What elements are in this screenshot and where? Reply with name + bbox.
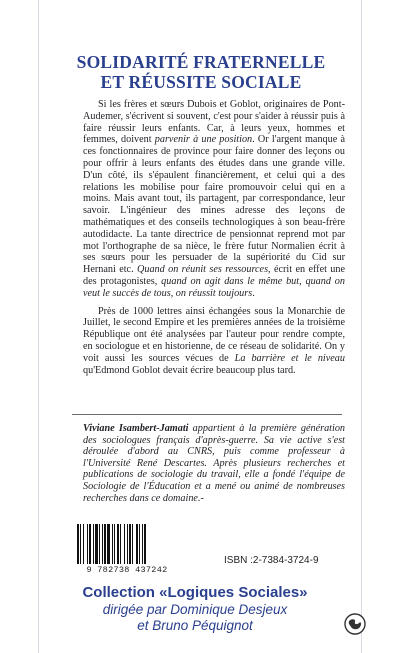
globe-logo-icon (343, 612, 367, 636)
collection-director-2: et Bruno Péquignot (137, 618, 253, 633)
summary-paragraph-2 (83, 306, 345, 377)
collection-info (60, 584, 330, 634)
barcode-icon (75, 524, 179, 564)
collection-director-1: dirigée par Dominique Desjeux (102, 602, 288, 617)
italic-run: Quand on réunit ses ressources (137, 264, 269, 276)
title-line-1: SOLIDARITÉ FRATERNELLE (76, 52, 326, 72)
italic-run: parvenir à une position (154, 134, 253, 146)
isbn: ISBN :2-7384-3724-9 (224, 555, 319, 566)
book-title (58, 52, 344, 92)
text-run: Si les frères et sœurs Dubois et Goblot, originaires de Pont-Audemer, s'écrivent si souvent, c'est pour s'aider à réussir puis à faire réussir leurs enfants. Car, à leurs yeux, hommes et femmes, doivent (83, 99, 345, 146)
italic-run: quand on agit dans le même but, quand on veut le succès de tous, on réussit toujours (83, 275, 345, 299)
summary-text (83, 99, 345, 382)
text-run: , écrit en effet une des protagonistes, (83, 264, 346, 287)
barcode-number: 9 782738 437242 (86, 565, 168, 575)
author-bio-text: appartient à la première génération des sociologues français d'après-guerre. Sa vie active s'est déroulée d'abord au CNRS, puis comme professeur à l'Université René Descartes. Après plusieurs recherches et publications de sociologie du travail, elle a fondé l'équipe de Sociologie de l'Éducation et a mené ou animé de nombreuses recherches dans ce domaine.- (83, 423, 346, 504)
author-bio (83, 423, 345, 504)
title-line-2: ET RÉUSSITE SOCIALE (100, 72, 302, 92)
text-run: Près de 1000 lettres ainsi échangées sous la Monarchie de Juillet, le second Empire et les premières années de la troisième République ont été analysées par l'auteur pour rendre compte, en sociologue et en historienne, de ce réseau de solidarité. On y voit aussi les sources vécues de (83, 305, 345, 364)
author-name: Viviane Isambert-Jamati (83, 423, 189, 434)
collection-name: Collection «Logiques Sociales» (82, 584, 308, 601)
summary-paragraph-1 (83, 99, 345, 300)
text-run: . Or l'argent manque à ces fonctionnaires de province pour faire donner des leçons ou pour offrir à leurs enfants des études dans une grande ville. D'un côté, ils s'épaulent financièrement, et celui qui a des relations les mobilise pour faire promouvoir celui qui en a moins. Mais avant tout, ils partagent, par correspondance, leur savoir. L'ingénieur des mines adresse des leçons de mathématiques et des conseils technologiques à son beau-frère autodidacte. La tante directrice de pensionnat reprend mot par mot l'orthographe de sa nièce, le frère futur Normalien écrit à ses sœurs pour les persuader de la supériorité du Cid sur Hernani etc. (83, 134, 345, 276)
text-run: qu'Edmond Goblot devait écrire beaucoup plus tard. (83, 364, 296, 376)
text-run: . (252, 287, 255, 299)
italic-run: La barrière et le niveau (234, 352, 345, 364)
section-divider (72, 414, 342, 415)
